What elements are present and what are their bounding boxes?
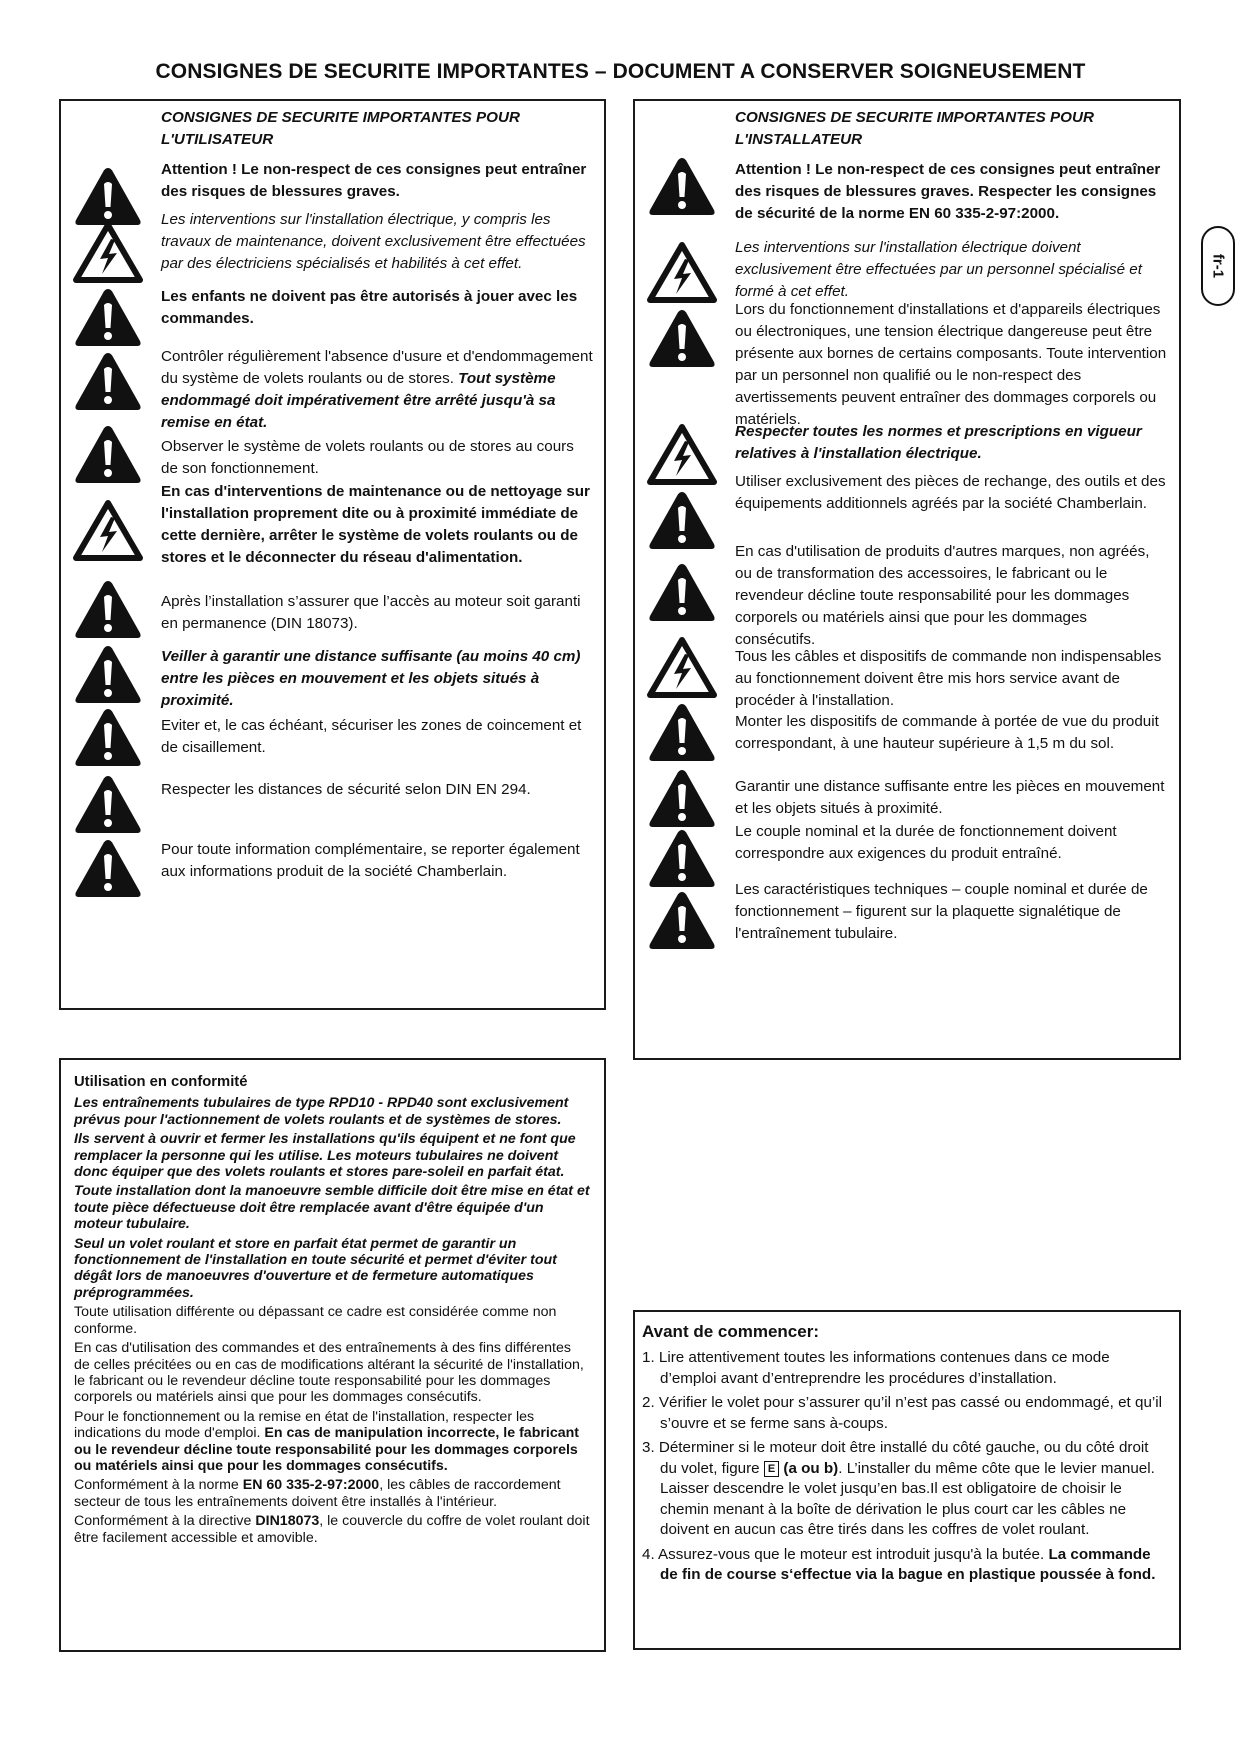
text-run: Tous les câbles et dispositifs de commande non indispensables au fonctionnement doivent être mis hors service avant de procéder à l'installation. — [735, 648, 1162, 709]
text-run: DIN18073 — [255, 1513, 320, 1530]
intended-use-paragraph — [74, 1513, 590, 1546]
warning-exclamation-icon — [647, 489, 717, 551]
intended-use-paragraph — [74, 1095, 590, 1128]
text-run: Respecter les distances de sécurité selon DIN EN 294. — [161, 781, 531, 798]
text-run: Respecter toutes les normes et prescriptions en vigueur relatives à l'installation électrique. — [735, 423, 1142, 462]
installer-safety-box — [633, 99, 1181, 1060]
electric-hazard-icon — [73, 499, 143, 561]
text-run: En cas d'utilisation de produits d'autres marques, non agréés, ou de transformation des accessoires, le fabricant ou le revendeur décline toute responsabilité pour les dommages corporels ou matériels ainsi que pour les dommages consécutifs. — [735, 543, 1150, 648]
text-run: Pour le fonctionnement ou la remise en état de l'installation, respecter les indications du mode d'emploi. — [74, 1408, 535, 1442]
electric-hazard-icon — [73, 221, 143, 283]
text-run: Les interventions sur l'installation électrique, y compris les travaux de maintenance, doivent exclusivement être effectuées par des électriciens spécialisés et habilités à cet effet. — [161, 211, 586, 272]
installer-safety-item-text — [735, 711, 1169, 755]
installer-safety-item-text — [735, 821, 1169, 865]
user-safety-item-text — [161, 286, 594, 330]
warning-exclamation-icon — [73, 350, 143, 412]
text-run: En cas de manipulation incorrecte, le fabricant ou le revendeur décline toute responsabilité pour les dommages corporels ou matériels ainsi que pour les dommages consécutifs. — [74, 1425, 579, 1474]
user-safety-item-text — [161, 839, 594, 883]
text-run: Attention ! Le non-respect de ces consignes peut entraîner des risques de blessures graves. Respecter les consignes de sécurité de la norme EN 60 335-2-97:2000. — [735, 161, 1161, 222]
installer-safety-item-text — [735, 159, 1169, 225]
intended-use-paragraph — [74, 1236, 590, 1302]
text-run: EN 60 335-2-97:2000 — [242, 1477, 380, 1494]
user-safety-item-text — [161, 591, 594, 635]
warning-exclamation-icon — [73, 165, 143, 227]
user-safety-item-text — [161, 715, 594, 759]
intended-use-paragraph — [74, 1409, 590, 1475]
page-title: CONSIGNES DE SECURITE IMPORTANTES – DOCUMENT A CONSERVER SOIGNEUSEMENT — [155, 60, 1086, 83]
intended-use-box — [59, 1058, 606, 1652]
text-run: , le couvercle du coffre de volet roulant doit être facilement accessible et amovible. — [74, 1513, 590, 1546]
text-run: (a ou b) — [779, 1459, 839, 1477]
figure-reference: E — [764, 1461, 779, 1477]
text-run: Conformément à la norme — [74, 1477, 243, 1494]
user-safety-item-text — [161, 646, 594, 712]
text-run: Pour toute information complémentaire, se reporter également aux informations produit de la société Chamberlain. — [161, 841, 580, 880]
text-run: Veiller à garantir une distance suffisante (au moins 40 cm) entre les pièces en mouvement et les objets situés à proximité. — [161, 648, 581, 709]
user-safety-item-text — [161, 436, 594, 480]
intended-use-title: Utilisation en conformité — [74, 1074, 248, 1090]
warning-exclamation-icon — [647, 561, 717, 623]
warning-exclamation-icon — [73, 773, 143, 835]
text-run: Toute installation dont la manoeuvre semble difficile doit être mise en état et toute pièce défectueuse doit être remplacée avant d'être équipée d'un moteur tubulaire. — [74, 1183, 590, 1233]
text-run: Attention ! Le non-respect de ces consignes peut entraîner des risques de blessures graves. — [161, 161, 587, 200]
installer-safety-item-text — [735, 299, 1169, 431]
text-run: , les câbles de raccordement secteur de tous les entraînements doivent être installés à l'intérieur. — [74, 1477, 561, 1510]
text-run: Les caractéristiques techniques – couple nominal et durée de fonctionnement – figurent sur la plaquette signalétique de l'entraînement tubulaire. — [735, 881, 1148, 942]
warning-exclamation-icon — [73, 423, 143, 485]
text-run: Seul un volet roulant et store en parfait état permet de garantir un fonctionnement de l'installation en toute sécurité et permet d'éviter tout dégât lors de manoeuvres d'ouverture et de fermeture automatiques préprogrammées. — [74, 1235, 557, 1301]
user-safety-header: CONSIGNES DE SECURITE IMPORTANTES POUR L'UTILISATEUR — [161, 109, 520, 148]
text-run: Observer le système de volets roulants ou de stores au cours de son fonctionnement. — [161, 438, 574, 477]
warning-exclamation-icon — [647, 307, 717, 369]
text-run: Ils servent à ouvrir et fermer les installations qu'ils équipent et ne font que remplacer la personne qui les utilise. Les moteurs tubulaires ne doivent donc équiper que des volets roulants et stores pare-soleil en parfait état. — [74, 1131, 576, 1181]
text-run: En cas d'utilisation des commandes et des entraînements à des fins différentes de celles précitées ou en cas de modifications altérant la sécurité de l'installation, le fabricant ou le revendeur décline toute responsabilité pour les dommages corporels ou matériels ainsi que pour les dommages consécutifs. — [74, 1340, 584, 1406]
text-run: Eviter et, le cas échéant, sécuriser les zones de coincement et de cisaillement. — [161, 717, 582, 756]
text-run: La commande de fin de course s‘effectue via la bague en plastique poussée à fond. — [660, 1545, 1156, 1583]
warning-exclamation-icon — [73, 286, 143, 348]
warning-exclamation-icon — [647, 889, 717, 951]
installer-safety-item-text — [735, 421, 1169, 465]
electric-hazard-icon — [647, 241, 717, 303]
electric-hazard-icon — [647, 423, 717, 485]
text-run: 1. Lire attentivement toutes les informations contenues dans ce mode d’emploi avant d’entreprendre les procédures d’installation. — [642, 1349, 1110, 1387]
text-run: Après l’installation s’assurer que l’accès au moteur soit garanti en permanence (DIN 18073). — [161, 593, 581, 632]
user-safety-box — [59, 99, 606, 1010]
text-run: 2. Vérifier le volet pour s’assurer qu’il n’est pas cassé ou endommagé, et qu’il s’ouvre et se ferme sans à-coups. — [642, 1394, 1163, 1432]
intended-use-paragraph — [74, 1477, 590, 1510]
user-safety-item-text — [161, 481, 594, 569]
warning-exclamation-icon — [647, 767, 717, 829]
before-start-step — [642, 1438, 1169, 1541]
page-number-label: fr-1 — [1209, 253, 1227, 279]
text-run: Les entraînements tubulaires de type RPD10 - RPD40 sont exclusivement prévus pour l'actionnement de volets roulants et de systèmes de stores. — [74, 1095, 569, 1128]
warning-exclamation-icon — [647, 155, 717, 217]
installer-safety-item-text — [735, 541, 1169, 651]
user-safety-item-text — [161, 779, 594, 801]
electric-hazard-icon — [647, 636, 717, 698]
text-run: Toute utilisation différente ou dépassant ce cadre est considérée comme non conforme. — [74, 1304, 557, 1337]
installer-safety-item-text — [735, 237, 1169, 303]
intended-use-paragraph — [74, 1340, 590, 1406]
text-run: 4. Assurez-vous que le moteur est introduit jusqu'à la butée. — [642, 1545, 1049, 1563]
page-number-tab — [1201, 226, 1235, 306]
installer-safety-item-text — [735, 776, 1169, 820]
text-run: Lors du fonctionnement d'installations et d'appareils électriques ou électroniques, une tension électrique dangereuse peut être présente aux bornes de certains composants. Toute intervention par un personnel non qualifié ou le non-respect des avertissements peuvent entraîner des dommages corporels ou matériels. — [735, 301, 1167, 428]
warning-exclamation-icon — [73, 643, 143, 705]
text-run: Les interventions sur l'installation électrique doivent exclusivement être effectuées par un personnel spécialisé et formé à cet effet. — [735, 239, 1142, 300]
before-start-step — [642, 1545, 1169, 1586]
user-safety-item-text — [161, 159, 594, 203]
before-start-title: Avant de commencer: — [642, 1322, 819, 1341]
text-run: Les enfants ne doivent pas être autorisés à jouer avec les commandes. — [161, 288, 578, 327]
warning-exclamation-icon — [73, 706, 143, 768]
text-run: Tout système endommagé doit impérativement être arrêté jusqu'à sa remise en état. — [161, 370, 556, 431]
installer-safety-header: CONSIGNES DE SECURITE IMPORTANTES POUR L'INSTALLATEUR — [735, 109, 1094, 148]
installer-safety-item-text — [735, 646, 1169, 712]
text-run: En cas d'interventions de maintenance ou de nettoyage sur l'installation proprement dite ou à proximité immédiate de cette dernière, arrêter le système de volets roulants ou de stores et le déconnecter du réseau d'alimentation. — [161, 483, 590, 566]
user-safety-item-text — [161, 209, 594, 275]
text-run: Garantir une distance suffisante entre les pièces en mouvement et les objets situés à proximité. — [735, 778, 1165, 817]
before-start-step — [642, 1348, 1169, 1389]
warning-exclamation-icon — [73, 837, 143, 899]
text-run: . L’installer du même côte que le levier manuel. Laisser descendre le volet jusqu’en bas.Il est obligatoire de choisir le chemin menant à la boîte de dérivation le plus court car les câbles ne doivent en aucun cas être tirés dans les coffres de volet roulant. — [660, 1459, 1155, 1538]
text-run: Utiliser exclusivement des pièces de rechange, des outils et des équipements additionnels agréés par la société Chamberlain. — [735, 473, 1166, 512]
text-run: Monter les dispositifs de commande à portée de vue du produit correspondant, à une hauteur supérieure à 1,5 m du sol. — [735, 713, 1159, 752]
text-run: Le couple nominal et la durée de fonctionnement doivent correspondre aux exigences du produit entraîné. — [735, 823, 1117, 862]
intended-use-paragraph — [74, 1183, 590, 1232]
installer-safety-item-text — [735, 471, 1169, 515]
intended-use-paragraph — [74, 1131, 590, 1180]
text-run: Conformément à la directive — [74, 1513, 256, 1530]
text-run: 3. Déterminer si le moteur doit être installé du côté gauche, ou du côté droit du volet, figure — [642, 1439, 1149, 1477]
before-start-box — [633, 1310, 1181, 1650]
installer-safety-item-text — [735, 879, 1169, 945]
text-run: Contrôler régulièrement l'absence d'usure et d'endommagement du système de volets roulants ou de stores. — [161, 348, 593, 387]
intended-use-paragraph — [74, 1304, 590, 1337]
warning-exclamation-icon — [73, 578, 143, 640]
before-start-steps — [642, 1348, 1169, 1586]
warning-exclamation-icon — [647, 827, 717, 889]
before-start-step — [642, 1393, 1169, 1434]
warning-exclamation-icon — [647, 701, 717, 763]
user-safety-item-text — [161, 346, 594, 434]
